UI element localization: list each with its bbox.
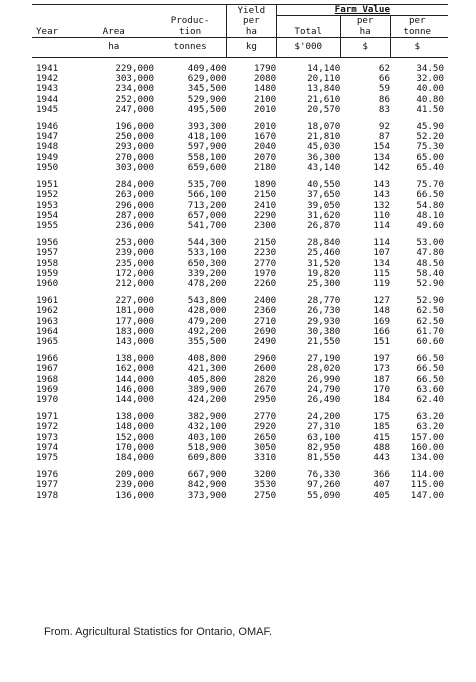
cell-yield: 2010 xyxy=(254,104,277,116)
cell-total-value: 97,260 xyxy=(307,479,341,491)
cell-yield: 2150 xyxy=(254,189,277,201)
cell-area: 170,000 xyxy=(115,442,155,454)
cell-value-per-ha: 197 xyxy=(373,352,390,364)
cell-value-per-tonne: 62.50 xyxy=(416,305,444,317)
cell-yield: 3200 xyxy=(254,468,277,480)
cell-yield: 2670 xyxy=(254,384,277,395)
cell-total-value: 13,840 xyxy=(307,83,341,95)
cell-value-per-ha: 127 xyxy=(373,294,390,306)
cell-year: 1956 xyxy=(36,236,59,248)
cell-value-per-tonne: 40.00 xyxy=(416,83,444,95)
cell-yield: 2410 xyxy=(254,199,277,211)
cell-total-value: 82,950 xyxy=(307,442,341,454)
cell-area: 138,000 xyxy=(115,410,155,422)
cell-value-per-ha: 87 xyxy=(378,131,390,143)
cell-area: 247,000 xyxy=(115,104,155,116)
cell-year: 1948 xyxy=(36,141,59,153)
cell-production: 544,300 xyxy=(187,236,227,248)
cell-value-per-ha: 107 xyxy=(373,247,390,259)
cell-value-per-ha: 148 xyxy=(373,305,390,317)
cell-value-per-tonne: 49.60 xyxy=(416,220,444,232)
cell-production: 650,300 xyxy=(187,257,227,269)
cell-production: 529,900 xyxy=(187,93,227,105)
cell-value-per-ha: 114 xyxy=(373,220,390,232)
cell-total-value: 19,820 xyxy=(307,267,341,279)
cell-value-per-tonne: 75.70 xyxy=(416,178,444,190)
cell-total-value: 27,310 xyxy=(307,421,341,433)
cell-yield: 2180 xyxy=(254,162,277,174)
cell-area: 229,000 xyxy=(115,62,155,74)
table-row xyxy=(32,453,448,463)
cell-area: 181,000 xyxy=(115,305,155,317)
cell-value-per-ha: 86 xyxy=(378,93,390,105)
cell-year: 1947 xyxy=(36,131,59,143)
cell-area: 152,000 xyxy=(115,431,155,443)
cell-area: 284,000 xyxy=(115,178,155,190)
cell-year: 1973 xyxy=(36,431,59,443)
cell-year: 1942 xyxy=(36,73,59,85)
table-row xyxy=(32,491,448,501)
cell-area: 296,000 xyxy=(115,199,155,211)
cell-value-per-tonne: 60.60 xyxy=(416,336,444,348)
table-row xyxy=(32,395,448,405)
cell-value-per-tonne: 63.20 xyxy=(416,410,444,422)
table-row xyxy=(32,306,448,316)
cell-production: 424,200 xyxy=(187,394,227,406)
cell-value-per-tonne: 134.00 xyxy=(410,452,444,464)
cell-value-per-tonne: 160.00 xyxy=(410,442,444,454)
cell-value-per-tonne: 62.50 xyxy=(416,315,444,327)
cell-yield: 2360 xyxy=(254,305,277,317)
cell-area: 303,000 xyxy=(115,162,155,174)
cell-value-per-ha: 62 xyxy=(378,62,390,74)
cell-yield: 2040 xyxy=(254,141,277,153)
cell-value-per-ha: 175 xyxy=(373,410,390,422)
cell-value-per-tonne: 54.80 xyxy=(416,199,444,211)
cell-area: 143,000 xyxy=(115,336,155,348)
cell-production: 566,100 xyxy=(187,189,227,201)
cell-value-per-ha: 166 xyxy=(373,325,390,337)
cell-value-per-tonne: 32.00 xyxy=(416,73,444,85)
cell-area: 136,000 xyxy=(115,489,155,501)
cell-yield: 2820 xyxy=(254,373,277,385)
cell-total-value: 20,110 xyxy=(307,73,341,85)
cell-value-per-tonne: 63.20 xyxy=(416,421,444,433)
cell-area: 148,000 xyxy=(115,421,155,433)
cell-yield: 2080 xyxy=(254,73,277,85)
cell-production: 408,800 xyxy=(187,352,227,364)
table-row xyxy=(32,105,448,115)
cell-year: 1972 xyxy=(36,421,59,433)
cell-value-per-ha: 488 xyxy=(373,442,390,454)
cell-yield: 2490 xyxy=(254,336,277,348)
cell-year: 1949 xyxy=(36,151,59,163)
cell-area: 172,000 xyxy=(115,267,155,279)
unit-area: ha xyxy=(108,41,120,53)
cell-value-per-ha: 142 xyxy=(373,162,390,174)
cell-total-value: 81,550 xyxy=(307,452,341,464)
cell-yield: 2950 xyxy=(254,394,277,406)
header-yield: Yield per ha xyxy=(227,5,277,38)
cell-area: 196,000 xyxy=(115,120,155,132)
cell-area: 177,000 xyxy=(115,315,155,327)
cell-total-value: 25,460 xyxy=(307,247,341,259)
cell-yield: 2070 xyxy=(254,151,277,163)
cell-value-per-ha: 110 xyxy=(373,209,390,221)
cell-value-per-ha: 151 xyxy=(373,336,390,348)
cell-value-per-tonne: 75.30 xyxy=(416,141,444,153)
cell-production: 543,800 xyxy=(187,294,227,306)
cell-value-per-tonne: 114.00 xyxy=(410,468,444,480)
cell-area: 144,000 xyxy=(115,394,155,406)
cell-yield: 2230 xyxy=(254,247,277,259)
cell-value-per-ha: 405 xyxy=(373,489,390,501)
cell-value-per-ha: 115 xyxy=(373,267,390,279)
cell-production: 535,700 xyxy=(187,178,227,190)
cell-year: 1970 xyxy=(36,394,59,406)
cell-value-per-ha: 154 xyxy=(373,141,390,153)
header-year: Year xyxy=(36,25,59,37)
cell-value-per-tonne: 34.50 xyxy=(416,62,444,74)
cell-value-per-tonne: 48.50 xyxy=(416,257,444,269)
cell-production: 659,600 xyxy=(187,162,227,174)
cell-year: 1957 xyxy=(36,247,59,259)
cell-yield: 3050 xyxy=(254,442,277,454)
cell-value-per-tonne: 147.00 xyxy=(410,489,444,501)
cell-total-value: 27,190 xyxy=(307,352,341,364)
cell-area: 146,000 xyxy=(115,384,155,395)
cell-area: 212,000 xyxy=(115,278,155,290)
cell-value-per-tonne: 63.60 xyxy=(416,384,444,395)
cell-value-per-tonne: 52.90 xyxy=(416,278,444,290)
cell-production: 421,300 xyxy=(187,363,227,375)
cell-year: 1967 xyxy=(36,363,59,375)
cell-total-value: 21,550 xyxy=(307,336,341,348)
cell-yield: 2750 xyxy=(254,489,277,501)
cell-value-per-ha: 59 xyxy=(378,83,390,95)
cell-area: 239,000 xyxy=(115,479,155,491)
cell-year: 1974 xyxy=(36,442,59,454)
cell-area: 235,000 xyxy=(115,257,155,269)
cell-value-per-tonne: 40.80 xyxy=(416,93,444,105)
cell-production: 518,900 xyxy=(187,442,227,454)
header-per-tonne: per tonne xyxy=(390,16,448,38)
cell-total-value: 36,300 xyxy=(307,151,341,163)
cell-area: 234,000 xyxy=(115,83,155,95)
cell-total-value: 14,140 xyxy=(307,62,341,74)
cell-total-value: 26,730 xyxy=(307,305,341,317)
cell-area: 183,000 xyxy=(115,325,155,337)
cell-production: 345,500 xyxy=(187,83,227,95)
cell-area: 270,000 xyxy=(115,151,155,163)
cell-value-per-tonne: 65.00 xyxy=(416,151,444,163)
cell-value-per-tonne: 47.80 xyxy=(416,247,444,259)
header-per-ha: per ha xyxy=(340,16,390,38)
header-farm-value: Farm Value xyxy=(334,4,390,15)
cell-area: 239,000 xyxy=(115,247,155,259)
cell-value-per-ha: 92 xyxy=(378,120,390,132)
cell-year: 1951 xyxy=(36,178,59,190)
unit-production: tonnes xyxy=(173,41,207,53)
cell-value-per-tonne: 66.50 xyxy=(416,352,444,364)
cell-total-value: 55,090 xyxy=(307,489,341,501)
cell-year: 1977 xyxy=(36,479,59,491)
cell-value-per-tonne: 52.90 xyxy=(416,294,444,306)
cell-year: 1953 xyxy=(36,199,59,211)
cell-total-value: 21,610 xyxy=(307,93,341,105)
cell-value-per-ha: 114 xyxy=(373,236,390,248)
cell-value-per-ha: 184 xyxy=(373,394,390,406)
cell-year: 1969 xyxy=(36,384,59,395)
cell-yield: 2100 xyxy=(254,93,277,105)
cell-area: 236,000 xyxy=(115,220,155,232)
cell-year: 1961 xyxy=(36,294,59,306)
cell-year: 1946 xyxy=(36,120,59,132)
unit-per-ha: $ xyxy=(340,38,390,57)
cell-area: 138,000 xyxy=(115,352,155,364)
cell-value-per-tonne: 41.50 xyxy=(416,104,444,116)
cell-yield: 2150 xyxy=(254,236,277,248)
cell-total-value: 43,140 xyxy=(307,162,341,174)
cell-production: 405,800 xyxy=(187,373,227,385)
cell-yield: 1790 xyxy=(254,62,277,74)
cell-yield: 2690 xyxy=(254,325,277,337)
header-total: Total xyxy=(276,16,340,38)
cell-total-value: 26,870 xyxy=(307,220,341,232)
cell-value-per-tonne: 66.50 xyxy=(416,189,444,201)
cell-year: 1944 xyxy=(36,93,59,105)
cell-value-per-ha: 443 xyxy=(373,452,390,464)
cell-value-per-ha: 187 xyxy=(373,373,390,385)
cell-value-per-tonne: 52.20 xyxy=(416,131,444,143)
cell-production: 492,200 xyxy=(187,325,227,337)
cell-production: 432,100 xyxy=(187,421,227,433)
cell-area: 293,000 xyxy=(115,141,155,153)
cell-production: 382,900 xyxy=(187,410,227,422)
cell-total-value: 20,570 xyxy=(307,104,341,116)
cell-value-per-ha: 132 xyxy=(373,199,390,211)
cell-production: 609,800 xyxy=(187,452,227,464)
cell-value-per-tonne: 62.40 xyxy=(416,394,444,406)
cell-total-value: 24,200 xyxy=(307,410,341,422)
cell-production: 667,900 xyxy=(187,468,227,480)
cell-yield: 2600 xyxy=(254,363,277,375)
cell-value-per-tonne: 58.40 xyxy=(416,267,444,279)
cell-total-value: 29,930 xyxy=(307,315,341,327)
cell-total-value: 28,840 xyxy=(307,236,341,248)
cell-yield: 2770 xyxy=(254,410,277,422)
table-row xyxy=(32,279,448,289)
cell-production: 479,200 xyxy=(187,315,227,327)
table-body xyxy=(32,57,448,501)
cell-year: 1962 xyxy=(36,305,59,317)
cell-value-per-tonne: 48.10 xyxy=(416,209,444,221)
cell-value-per-tonne: 61.70 xyxy=(416,325,444,337)
cell-value-per-tonne: 45.90 xyxy=(416,120,444,132)
cell-yield: 2010 xyxy=(254,120,277,132)
cell-yield: 1970 xyxy=(254,267,277,279)
cell-yield: 3530 xyxy=(254,479,277,491)
cell-value-per-ha: 66 xyxy=(378,73,390,85)
cell-value-per-ha: 173 xyxy=(373,363,390,375)
table-row xyxy=(32,248,448,258)
cell-value-per-tonne: 157.00 xyxy=(410,431,444,443)
cell-total-value: 30,380 xyxy=(307,325,341,337)
cell-total-value: 45,030 xyxy=(307,141,341,153)
cell-area: 263,000 xyxy=(115,189,155,201)
cell-year: 1971 xyxy=(36,410,59,422)
cell-value-per-ha: 119 xyxy=(373,278,390,290)
cell-production: 558,100 xyxy=(187,151,227,163)
cell-yield: 2300 xyxy=(254,220,277,232)
cell-year: 1978 xyxy=(36,489,59,501)
cell-yield: 2650 xyxy=(254,431,277,443)
cell-production: 373,900 xyxy=(187,489,227,501)
table-row xyxy=(32,221,448,231)
cell-total-value: 37,650 xyxy=(307,189,341,201)
cell-year: 1955 xyxy=(36,220,59,232)
statistics-table xyxy=(32,4,448,501)
cell-year: 1959 xyxy=(36,267,59,279)
cell-production: 403,100 xyxy=(187,431,227,443)
cell-value-per-tonne: 53.00 xyxy=(416,236,444,248)
cell-value-per-ha: 366 xyxy=(373,468,390,480)
table-row xyxy=(32,163,448,173)
cell-total-value: 31,520 xyxy=(307,257,341,269)
cell-year: 1964 xyxy=(36,325,59,337)
cell-year: 1950 xyxy=(36,162,59,174)
cell-total-value: 28,770 xyxy=(307,294,341,306)
cell-production: 355,500 xyxy=(187,336,227,348)
cell-area: 303,000 xyxy=(115,73,155,85)
cell-production: 541,700 xyxy=(187,220,227,232)
cell-yield: 2260 xyxy=(254,278,277,290)
cell-value-per-tonne: 65.40 xyxy=(416,162,444,174)
cell-value-per-ha: 415 xyxy=(373,431,390,443)
cell-value-per-ha: 185 xyxy=(373,421,390,433)
cell-year: 1945 xyxy=(36,104,59,116)
cell-production: 393,300 xyxy=(187,120,227,132)
cell-production: 478,200 xyxy=(187,278,227,290)
cell-production: 657,000 xyxy=(187,209,227,221)
cell-total-value: 40,550 xyxy=(307,178,341,190)
cell-area: 209,000 xyxy=(115,468,155,480)
cell-production: 428,000 xyxy=(187,305,227,317)
cell-total-value: 25,300 xyxy=(307,278,341,290)
cell-value-per-tonne: 66.50 xyxy=(416,363,444,375)
cell-yield: 2400 xyxy=(254,294,277,306)
unit-yield: kg xyxy=(227,38,277,57)
cell-area: 144,000 xyxy=(115,373,155,385)
cell-yield: 1890 xyxy=(254,178,277,190)
cell-total-value: 18,070 xyxy=(307,120,341,132)
cell-area: 250,000 xyxy=(115,131,155,143)
cell-yield: 1670 xyxy=(254,131,277,143)
cell-year: 1968 xyxy=(36,373,59,385)
cell-yield: 2920 xyxy=(254,421,277,433)
table-row xyxy=(32,337,448,347)
cell-value-per-ha: 134 xyxy=(373,257,390,269)
cell-total-value: 21,810 xyxy=(307,131,341,143)
cell-area: 184,000 xyxy=(115,452,155,464)
cell-yield: 2960 xyxy=(254,352,277,364)
cell-year: 1952 xyxy=(36,189,59,201)
cell-year: 1976 xyxy=(36,468,59,480)
cell-production: 339,200 xyxy=(187,267,227,279)
cell-year: 1965 xyxy=(36,336,59,348)
cell-value-per-tonne: 66.50 xyxy=(416,373,444,385)
cell-value-per-ha: 407 xyxy=(373,479,390,491)
cell-production: 389,900 xyxy=(187,384,227,395)
cell-year: 1958 xyxy=(36,257,59,269)
cell-total-value: 24,790 xyxy=(307,384,341,395)
cell-area: 287,000 xyxy=(115,209,155,221)
cell-total-value: 63,100 xyxy=(307,431,341,443)
cell-value-per-ha: 170 xyxy=(373,384,390,395)
cell-year: 1966 xyxy=(36,352,59,364)
table-row xyxy=(32,190,448,200)
cell-yield: 1480 xyxy=(254,83,277,95)
cell-value-per-ha: 83 xyxy=(378,104,390,116)
source-footnote: From. Agricultural Statistics for Ontario, OMAF. xyxy=(44,626,273,638)
header-production: Produc- tion xyxy=(170,15,210,37)
cell-yield: 2710 xyxy=(254,315,277,327)
header-area: Area xyxy=(102,25,125,37)
cell-total-value: 28,020 xyxy=(307,363,341,375)
cell-total-value: 39,050 xyxy=(307,199,341,211)
cell-year: 1960 xyxy=(36,278,59,290)
cell-total-value: 31,620 xyxy=(307,209,341,221)
cell-value-per-ha: 143 xyxy=(373,189,390,201)
cell-year: 1941 xyxy=(36,62,59,74)
cell-yield: 2770 xyxy=(254,257,277,269)
units-row xyxy=(32,38,448,57)
cell-production: 597,900 xyxy=(187,141,227,153)
cell-production: 713,200 xyxy=(187,199,227,211)
cell-production: 409,400 xyxy=(187,62,227,74)
cell-production: 629,000 xyxy=(187,73,227,85)
table-header xyxy=(32,5,448,58)
cell-value-per-tonne: 115.00 xyxy=(410,479,444,491)
cell-production: 418,100 xyxy=(187,131,227,143)
cell-production: 495,500 xyxy=(187,104,227,116)
cell-yield: 3310 xyxy=(254,452,277,464)
unit-total: $'000 xyxy=(276,38,340,57)
unit-per-tonne: $ xyxy=(390,38,448,57)
cell-area: 252,000 xyxy=(115,93,155,105)
cell-year: 1943 xyxy=(36,83,59,95)
cell-total-value: 76,330 xyxy=(307,468,341,480)
cell-value-per-ha: 143 xyxy=(373,178,390,190)
cell-total-value: 26,490 xyxy=(307,394,341,406)
cell-production: 842,900 xyxy=(187,479,227,491)
cell-value-per-ha: 134 xyxy=(373,151,390,163)
cell-area: 162,000 xyxy=(115,363,155,375)
cell-area: 253,000 xyxy=(115,236,155,248)
cell-total-value: 26,990 xyxy=(307,373,341,385)
cell-yield: 2290 xyxy=(254,209,277,221)
cell-production: 533,100 xyxy=(187,247,227,259)
cell-year: 1963 xyxy=(36,315,59,327)
cell-year: 1954 xyxy=(36,209,59,221)
cell-year: 1975 xyxy=(36,452,59,464)
cell-value-per-ha: 169 xyxy=(373,315,390,327)
cell-area: 227,000 xyxy=(115,294,155,306)
